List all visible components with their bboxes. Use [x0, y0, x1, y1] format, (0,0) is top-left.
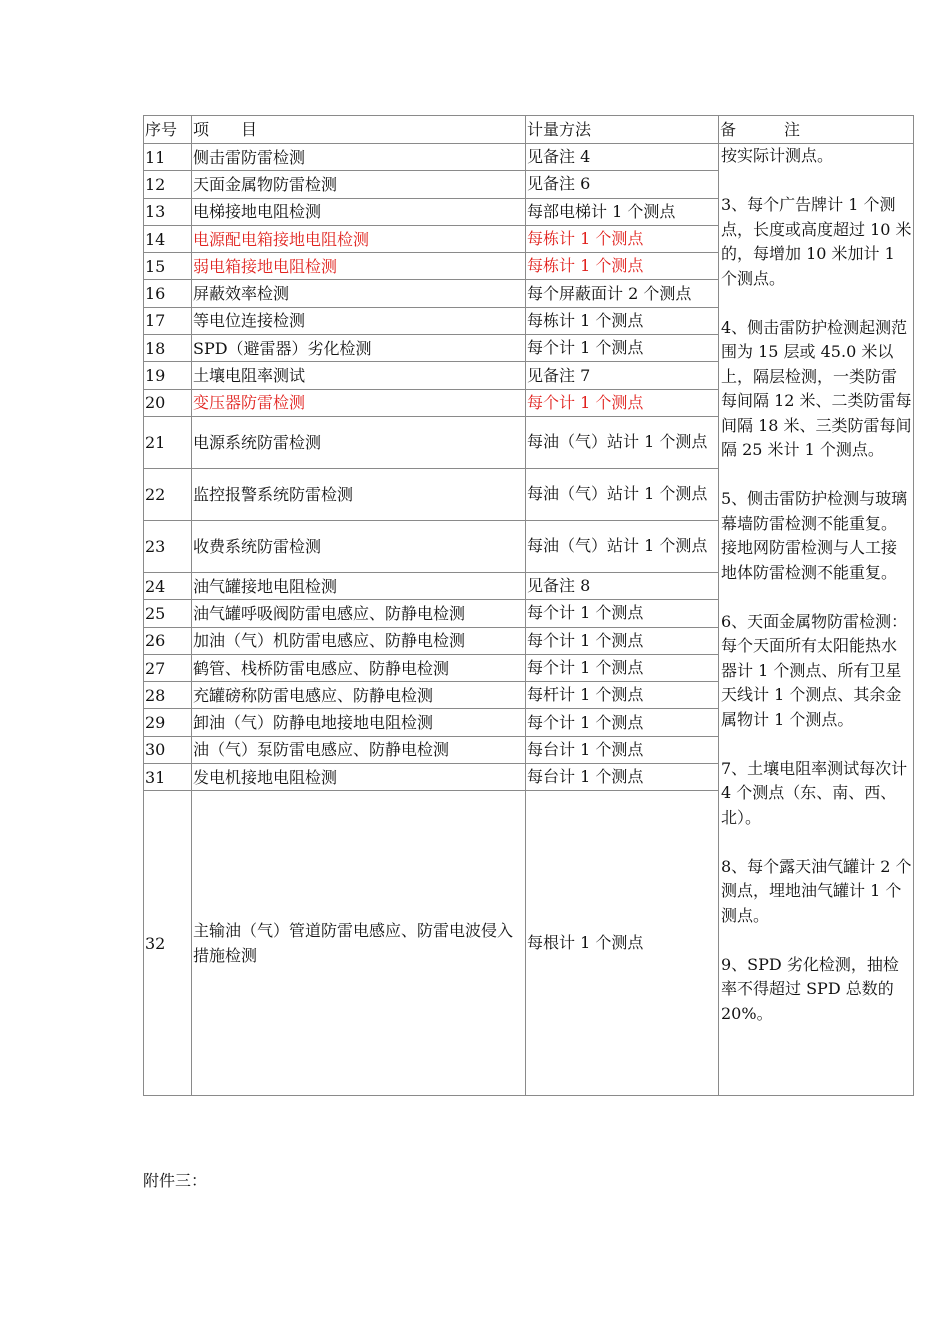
row-item: 收费系统防雷检测	[192, 520, 526, 572]
note-paragraph: 按实际计测点。	[721, 146, 834, 165]
row-item: 电源系统防雷检测	[192, 416, 526, 468]
row-method: 每杆计 1 个测点	[526, 682, 719, 709]
row-method: 每栋计 1 个测点	[526, 225, 719, 252]
row-item: 主输油（气）管道防雷电感应、防雷电波侵入措施检测	[192, 791, 526, 1096]
row-item: 充罐磅称防雷电感应、防静电检测	[192, 682, 526, 709]
row-method: 每栋计 1 个测点	[526, 307, 719, 334]
row-item: 电梯接地电阻检测	[192, 198, 526, 225]
row-method: 每油（气）站计 1 个测点	[526, 520, 719, 572]
row-number: 25	[144, 600, 192, 627]
row-number: 11	[144, 144, 192, 171]
row-item: 卸油（气）防静电地接地电阻检测	[192, 709, 526, 736]
row-number: 14	[144, 225, 192, 252]
row-item: 等电位连接检测	[192, 307, 526, 334]
row-number: 16	[144, 280, 192, 307]
attachment-label: 附件三：	[143, 1171, 208, 1190]
header-item: 项 目	[192, 116, 526, 144]
header-method: 计量方法	[526, 116, 719, 144]
row-item: 弱电箱接地电阻检测	[192, 253, 526, 280]
row-method: 每个计 1 个测点	[526, 654, 719, 681]
row-method: 每个计 1 个测点	[526, 627, 719, 654]
note-paragraph: 5、侧击雷防护检测与玻璃幕墙防雷检测不能重复。接地网防雷检测与人工接地体防雷检测不能重复。	[721, 489, 908, 582]
row-number: 20	[144, 389, 192, 416]
row-method: 每个屏蔽面计 2 个测点	[526, 280, 719, 307]
header-note: 备 注	[719, 116, 914, 144]
row-item: 土壤电阻率测试	[192, 362, 526, 389]
row-method: 见备注 4	[526, 144, 719, 171]
measurement-table	[143, 115, 914, 1096]
note-paragraph: 8、每个露天油气罐计 2 个测点，埋地油气罐计 1 个测点。	[721, 856, 912, 925]
row-method: 每个计 1 个测点	[526, 389, 719, 416]
table-header-row	[144, 116, 914, 144]
note-paragraph: 4、侧击雷防护检测起测范围为 15 层或 45.0 米以上，隔层检测，一类防雷每间隔 12 米、二类防雷每间隔 18 米、三类防雷每间隔 25 米计 1 个测点。	[721, 317, 912, 459]
row-item: 油气罐接地电阻检测	[192, 572, 526, 599]
header-no: 序号	[144, 116, 192, 144]
row-method: 每个计 1 个测点	[526, 600, 719, 627]
note-paragraph: 6、天面金属物防雷检测：每个天面所有太阳能热水器计 1 个测点、所有卫星天线计 1 个测点、其余金属物计 1 个测点。	[721, 611, 908, 729]
row-number: 27	[144, 654, 192, 681]
row-number: 26	[144, 627, 192, 654]
row-item: 侧击雷防雷检测	[192, 144, 526, 171]
row-number: 32	[144, 791, 192, 1096]
row-method: 每个计 1 个测点	[526, 709, 719, 736]
row-method: 每栋计 1 个测点	[526, 253, 719, 280]
row-method: 每部电梯计 1 个测点	[526, 198, 719, 225]
row-number: 15	[144, 253, 192, 280]
table-row	[144, 144, 914, 171]
row-item: 加油（气）机防雷电感应、防静电检测	[192, 627, 526, 654]
row-item: 监控报警系统防雷检测	[192, 468, 526, 520]
note-paragraph: 7、土壤电阻率测试每次计 4 个测点（东、南、西、北）。	[721, 758, 913, 827]
row-number: 29	[144, 709, 192, 736]
row-number: 21	[144, 416, 192, 468]
row-item: 屏蔽效率检测	[192, 280, 526, 307]
row-number: 31	[144, 764, 192, 791]
row-item: 鹤管、栈桥防雷电感应、防静电检测	[192, 654, 526, 681]
row-number: 22	[144, 468, 192, 520]
row-method: 见备注 6	[526, 171, 719, 198]
row-method: 每油（气）站计 1 个测点	[526, 468, 719, 520]
row-method: 每个计 1 个测点	[526, 335, 719, 362]
row-number: 30	[144, 736, 192, 763]
notes-cell	[719, 144, 914, 1096]
row-number: 13	[144, 198, 192, 225]
row-item: 变压器防雷检测	[192, 389, 526, 416]
row-method: 见备注 7	[526, 362, 719, 389]
row-number: 28	[144, 682, 192, 709]
row-number: 18	[144, 335, 192, 362]
row-method: 见备注 8	[526, 572, 719, 599]
row-item: SPD（避雷器）劣化检测	[192, 335, 526, 362]
row-item: 天面金属物防雷检测	[192, 171, 526, 198]
row-number: 12	[144, 171, 192, 198]
row-number: 17	[144, 307, 192, 334]
row-item: 油（气）泵防雷电感应、防静电检测	[192, 736, 526, 763]
note-paragraph: 9、SPD 劣化检测，抽检率不得超过 SPD 总数的 20%。	[721, 954, 899, 1023]
row-number: 23	[144, 520, 192, 572]
row-number: 24	[144, 572, 192, 599]
row-method: 每台计 1 个测点	[526, 764, 719, 791]
row-item: 油气罐呼吸阀防雷电感应、防静电检测	[192, 600, 526, 627]
row-item: 发电机接地电阻检测	[192, 764, 526, 791]
row-item: 电源配电箱接地电阻检测	[192, 225, 526, 252]
row-method: 每台计 1 个测点	[526, 736, 719, 763]
row-method: 每油（气）站计 1 个测点	[526, 416, 719, 468]
row-number: 19	[144, 362, 192, 389]
note-paragraph: 3、每个广告牌计 1 个测点，长度或高度超过 10 米的，每增加 10 米加计 1 个测点。	[721, 195, 912, 288]
row-method: 每根计 1 个测点	[526, 791, 719, 1096]
